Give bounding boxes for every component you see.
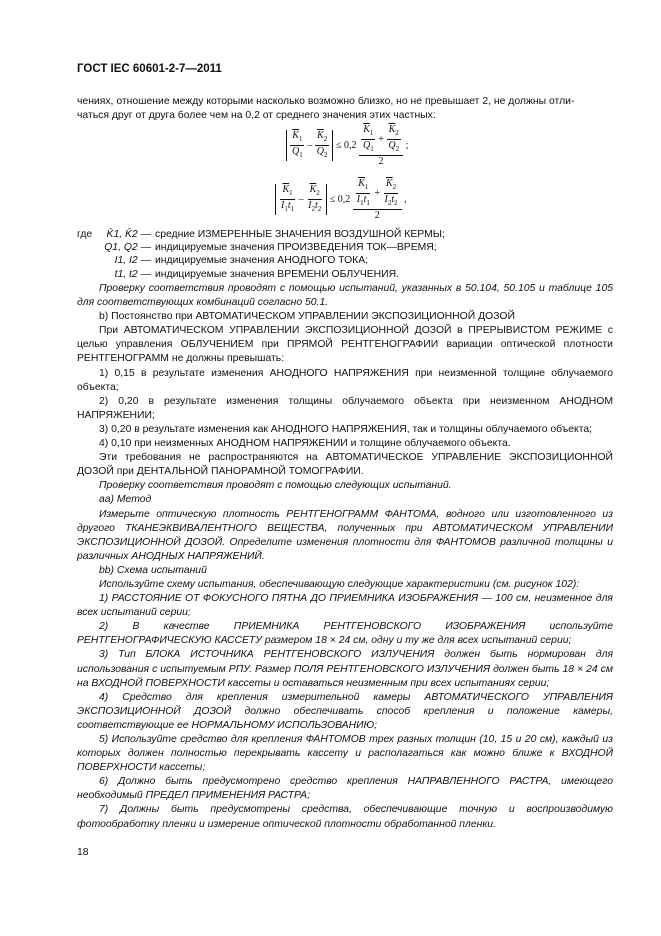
intro-line-2: чаться друг от друга более чем на 0,2 от среднего значения этих частных: [77,110,436,122]
page-number: 18 [77,847,89,858]
scheme-text: Используйте схему испытания, обеспечивающую следующие характеристики (см. рисунок 102): [99,578,580,590]
requirement-3: 3) 0,20 в результате изменения как АНОДНОГО НАПРЯЖЕНИЯ, так и толщины облучаемого объекта; [99,423,593,435]
formula-kit-end: , [404,193,407,205]
formula-kq-coef: ≤ 0,2 [335,139,357,151]
definition-term: I1, I2 — [114,255,151,267]
formula-kit-divisor: 2 [374,210,380,221]
formula-kq-end: ; [405,139,409,151]
exception-paragraph: Эти требования не распространяются на АВТОМАТИЧЕСКОЕ УПРАВЛЕНИЕ ЭКСПОЗИЦИОННОЙ ДОЗОЙ при ДЕНТАЛЬНОЙ ПАНОРАМНОЙ ТОМОГРАФИИ. [77,452,613,478]
scheme-item-1: 1) РАССТОЯНИЕ ОТ ФОКУСНОГО ПЯТНА ДО ПРИЕМНИКА ИЗОБРАЖЕНИЯ — 100 см, неизменное для всех испытаний серии; [77,593,613,619]
definition-text: индицируемые значения ПРОИЗВЕДЕНИЯ ТОК—ВРЕМЯ; [155,242,437,254]
definition-text: индицируемые значения АНОДНОГО ТОКА; [155,255,369,267]
requirement-2: 2) 0,20 в результате изменения толщины облучаемого объекта при неизменном АНОДНОМ НАПРЯЖЕНИИ; [77,395,613,421]
definition-row [77,241,613,254]
scheme-item-4: 4) Средство для крепления измерительной камеры АВТОМАТИЧЕСКОГО УПРАВЛЕНИЯ ЭКСПОЗИЦИОННОЙ ДОЗОЙ должно обеспечивать способ крепления и положение камеры, соответствующие ее НОРМАЛЬНОМУ ИСПОЛЬЗОВАНИЮ; [77,691,613,731]
scheme-item-6: 6) Должно быть предусмотрено средство крепления НАПРАВЛЕННОГО РАСТРА, имеющего необходимый ПРЕДЕЛ ПРИМЕНЕНИЯ РАСТРА; [77,776,613,802]
formula-kit-coef: ≤ 0,2 [329,193,351,205]
formula-kq: $\frac{\overline{K}_1}{Q_1}$ – $\frac{\overline{K}_2}{Q_2}$ ≤ 0,2 $\frac{\overline{K}_1}{Q_1}$ + $\frac{\overline{K}_2}{Q_2}$ 2 ; [286,124,408,167]
scheme-item-3: 3) Тип БЛОКА ИСТОЧНИКА РЕНТГЕНОВСКОГО ИЗЛУЧЕНИЯ должен быть нормирован для использования с испытуемым РПУ. Размер ПОЛЯ РЕНТГЕНОВСКОГО ИЗЛУЧЕНИЯ должен быть 18 × 24 см на ВХОДНОЙ ПОВЕРХНОСТИ кассеты и оставаться неизменным при всех испытаниях серии; [77,649,613,689]
compliance-check-2: Проверку соответствия проводят с помощью следующих испытаний. [99,480,452,492]
definition-row [77,254,613,267]
definition-row [77,228,613,241]
requirement-4: 4) 0,10 при неизменных АНОДНОМ НАПРЯЖЕНИИ и толщине облучаемого объекта. [99,438,511,450]
scheme-heading: bb) Схема испытаний [99,564,207,576]
definition-text: индицируемые значения ВРЕМЕНИ ОБЛУЧЕНИЯ. [155,268,400,280]
intro-line-1: чениях, отношение между которыми насколько возможно близко, но не превышает 2, не должны отли- [77,96,575,107]
formula-kit-abs: $\frac{\overline{K}_1}{I_1t_1}$ – $\frac{\overline{K}_2}{I_2t_2}$ [275,184,327,215]
intro-paragraph [77,95,613,123]
definition-term: Q1, Q2 — [104,242,151,254]
item-b-paragraph: При АВТОМАТИЧЕСКОМ УПРАВЛЕНИИ ЭКСПОЗИЦИОННОЙ ДОЗОЙ в ПРЕРЫВИСТОМ РЕЖИМЕ с целью управления ОБЛУЧЕНИЕМ при ПРЯМОЙ РЕНТГЕНОГРАФИИ вариации оптической плотности РЕНТГЕНОГРАММ не должны превышать: [77,325,613,365]
scheme-item-2: 2) В качестве ПРИЕМНИКА РЕНТГЕНОВСКОГО ИЗОБРАЖЕНИЯ используйте РЕНТГЕНОГРАФИЧЕСКУЮ КАССЕТУ размером 18 × 24 см, одну и ту же для всех испытаний серии; [77,621,613,647]
method-text: Измерьте оптическую плотность РЕНТГЕНОГРАММ ФАНТОМА, водного или изготовленного из другого ТКАНЕЭКВИВАЛЕНТНОГО ВЕЩЕСТВА, полученных при АВТОМАТИЧЕСКОМ УПРАВЛЕНИИ ЭКСПОЗИЦИОННОЙ ДОЗОЙ. Определите изменения плотности для ФАНТОМОВ различной толщины и различных АНОДНЫХ НАПРЯЖЕНИЙ. [77,508,613,562]
item-b-heading: b) Постоянство при АВТОМАТИЧЕСКОМ УПРАВЛЕНИИ ЭКСПОЗИЦИОННОЙ ДОЗОЙ [99,311,515,323]
scheme-item-5: 5) Используйте средство для крепления ФАНТОМОВ трех разных толщин (10, 15 и 20 см), каждый из которых должен полностью перекрывать кассету и располагаться как можно ближе к ВХОДНОЙ ПОВЕРХНОСТИ кассеты; [77,734,613,774]
document-header: ГОСТ IEC 60601-2-7—2011 [77,63,222,75]
definition-term: t1, t2 — [114,268,151,280]
method-heading: аа) Метод [99,494,152,506]
formula-kit: $\frac{\overline{K}_1}{I_1t_1}$ – $\frac{\overline{K}_2}{I_2t_2}$ ≤ 0,2 $\frac{\overline{K}_1}{I_1t_1}$ + $\frac{\overline{K}_2}{I_2t_2}$ 2 , [275,178,407,221]
definition-term: K̄1, K̄2 — [106,229,151,240]
requirement-1: 1) 0,15 в результате изменения АНОДНОГО НАПРЯЖЕНИЯ при неизменной толщине облучаемого объекта; [77,367,613,393]
definition-row [77,268,613,281]
scheme-item-7: 7) Должны быть предусмотрены средства, обеспечивающие точную и воспроизводимую фотообработку пленки и измерение оптической плотности обработанной пленки. [77,804,613,830]
formula-kq-abs: $\frac{\overline{K}_1}{Q_1}$ – $\frac{\overline{K}_2}{Q_2}$ [286,130,333,161]
formula-kq-divisor: 2 [378,156,384,167]
main-body [77,282,613,832]
compliance-check-1: Проверку соответствия проводят с помощью испытаний, указанных в 50.104, 50.105 и таблице 105 для соответствующих комбинаций согласно 50.1. [77,283,613,309]
definition-prefix: где [77,229,93,240]
definitions-list [77,228,613,281]
definition-text: средние ИЗМЕРЕННЫЕ ЗНАЧЕНИЯ ВОЗДУШНОЙ КЕРМЫ; [155,229,445,240]
